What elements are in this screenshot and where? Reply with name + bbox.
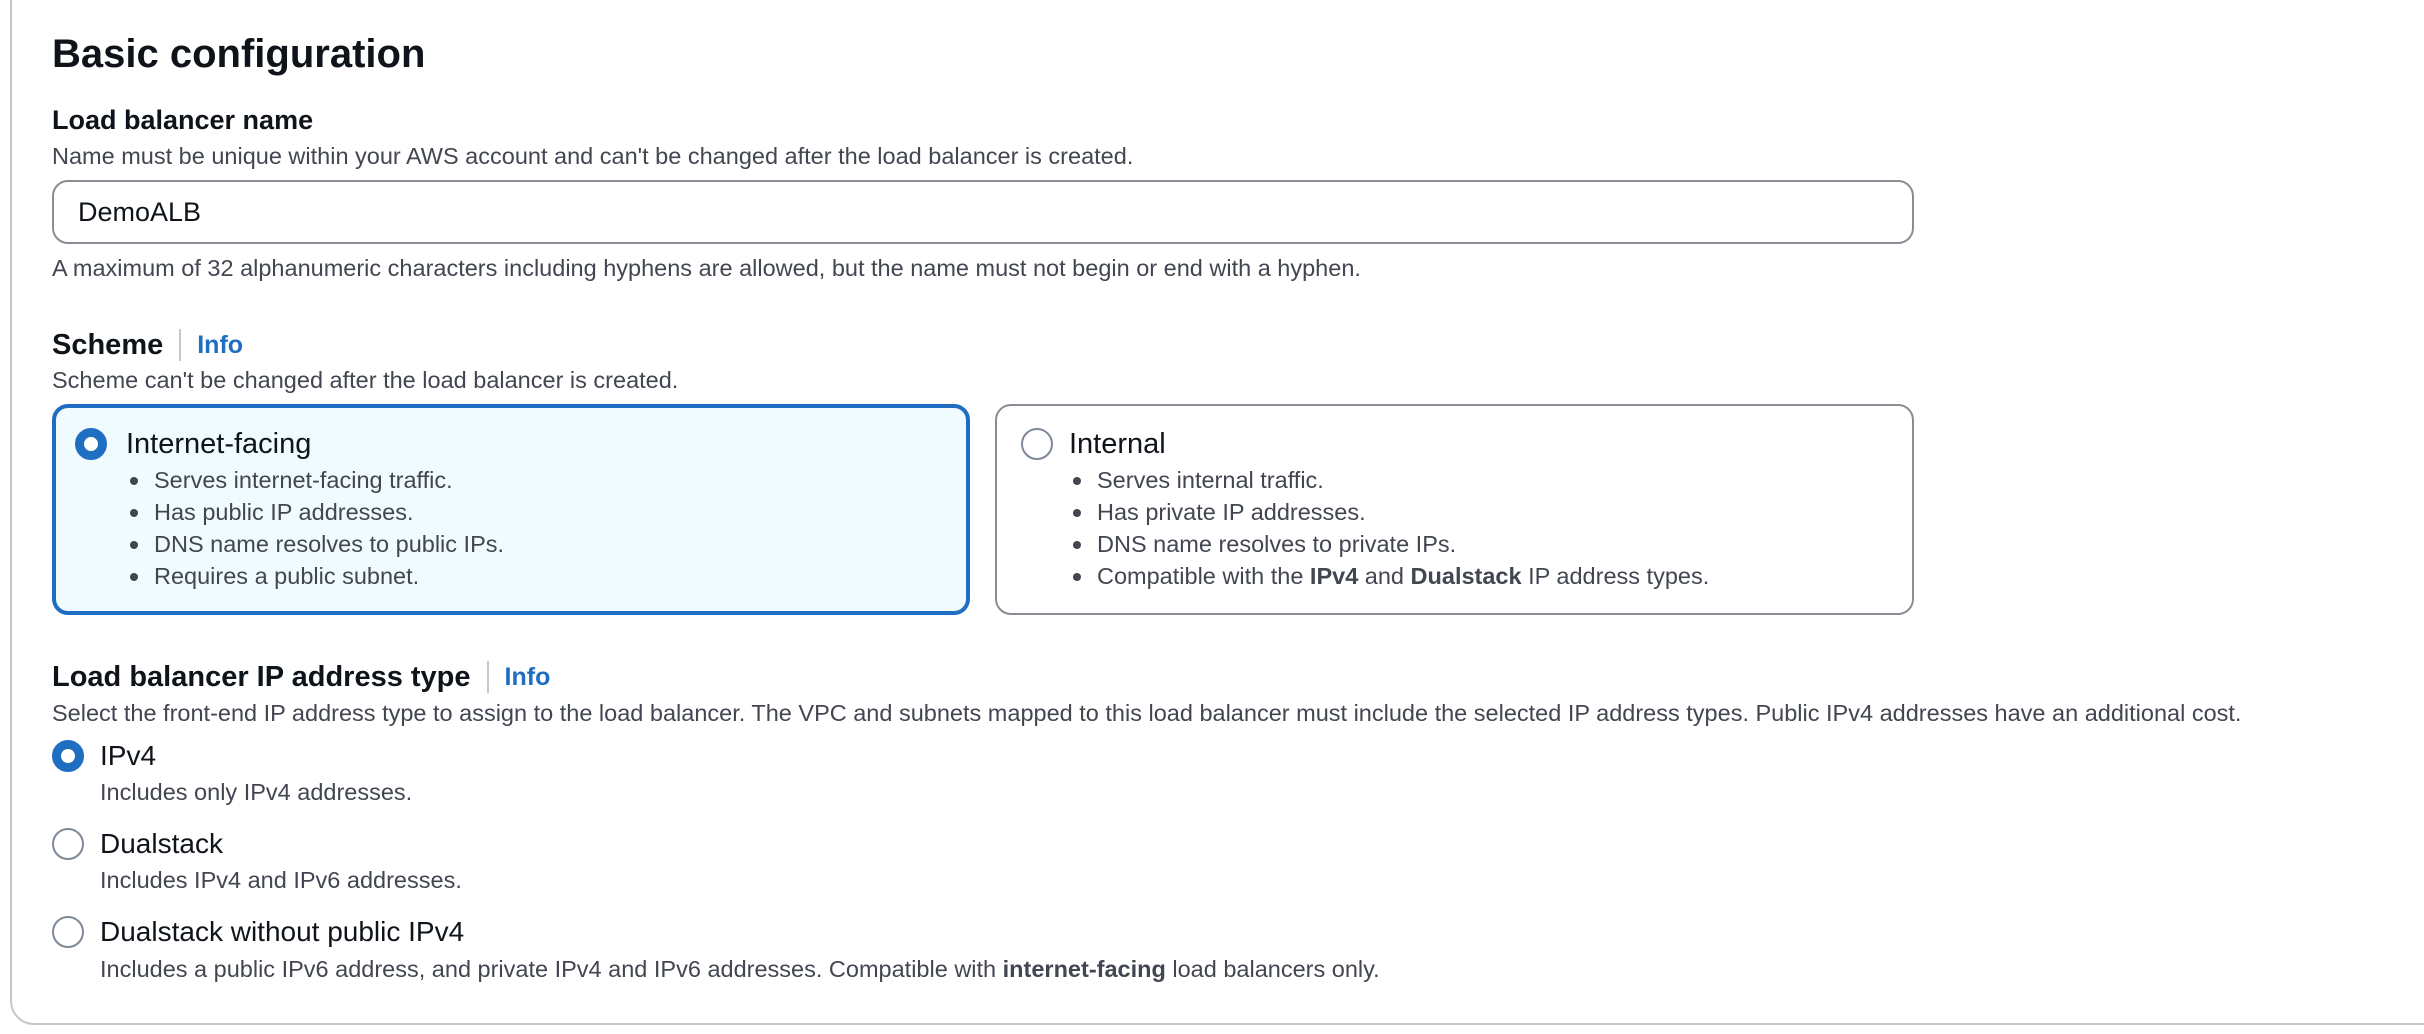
section-title: Basic configuration: [52, 32, 426, 76]
radio-internet-facing[interactable]: [75, 428, 107, 460]
load-balancer-name-description: Name must be unique within your AWS account and can't be changed after the load balancer is created.: [52, 143, 1134, 169]
ip-type-description: Select the front-end IP address type to assign to the load balancer. The VPC and subnets mapped to this load balancer must include the selected IP address types. Public IPv4 addresses have an additional cost.: [52, 700, 2242, 726]
radio-ipv4[interactable]: [52, 740, 84, 772]
option-desc-dualstack-without-public-ipv4: Includes a public IPv6 address, and private IPv4 and IPv6 addresses. Compatible with internet-facing load balancers only.: [100, 956, 1380, 982]
list-item: Serves internal traffic.: [1073, 464, 1709, 496]
list-item: Has public IP addresses.: [130, 496, 504, 528]
option-desc-ipv4: Includes only IPv4 addresses.: [100, 779, 413, 805]
ip-type-divider: [487, 661, 489, 693]
load-balancer-name-input[interactable]: [52, 180, 1914, 244]
tile-bullets-internet-facing: [130, 464, 504, 592]
list-item: DNS name resolves to public IPs.: [130, 528, 504, 560]
option-title-ipv4: IPv4: [100, 740, 157, 771]
list-item: Requires a public subnet.: [130, 560, 504, 592]
tile-bullets-internal: [1073, 464, 1709, 592]
load-balancer-name-label: Load balancer name: [52, 105, 314, 135]
radio-dualstack-without-public-ipv4[interactable]: [52, 916, 84, 948]
radio-internal[interactable]: [1021, 428, 1053, 460]
list-item: Has private IP addresses.: [1073, 496, 1709, 528]
scheme-header: [52, 327, 243, 363]
tile-title-internet-facing: Internet-facing: [126, 428, 312, 460]
radio-dualstack[interactable]: [52, 828, 84, 860]
list-item: Compatible with the IPv4 and Dualstack IP address types.: [1073, 560, 1709, 592]
ip-type-info-link[interactable]: Info: [504, 662, 551, 691]
list-item: Serves internet-facing traffic.: [130, 464, 504, 496]
ip-type-header: [52, 659, 550, 695]
scheme-description: Scheme can't be changed after the load balancer is created.: [52, 367, 679, 393]
option-title-dualstack-without-public-ipv4: Dualstack without public IPv4: [100, 916, 465, 947]
load-balancer-name-constraint: A maximum of 32 alphanumeric characters including hyphens are allowed, but the name must not begin or end with a hyphen.: [52, 255, 1361, 281]
scheme-tile-internal[interactable]: [995, 404, 1914, 615]
option-desc-dualstack: Includes IPv4 and IPv6 addresses.: [100, 867, 462, 893]
scheme-divider: [179, 329, 181, 361]
scheme-info-link[interactable]: Info: [197, 330, 244, 359]
ip-type-label: Load balancer IP address type: [52, 661, 471, 693]
scheme-tile-internet-facing[interactable]: [52, 404, 970, 615]
list-item: DNS name resolves to private IPs.: [1073, 528, 1709, 560]
tile-title-internal: Internal: [1069, 428, 1166, 460]
scheme-label: Scheme: [52, 329, 164, 361]
option-title-dualstack: Dualstack: [100, 828, 223, 859]
